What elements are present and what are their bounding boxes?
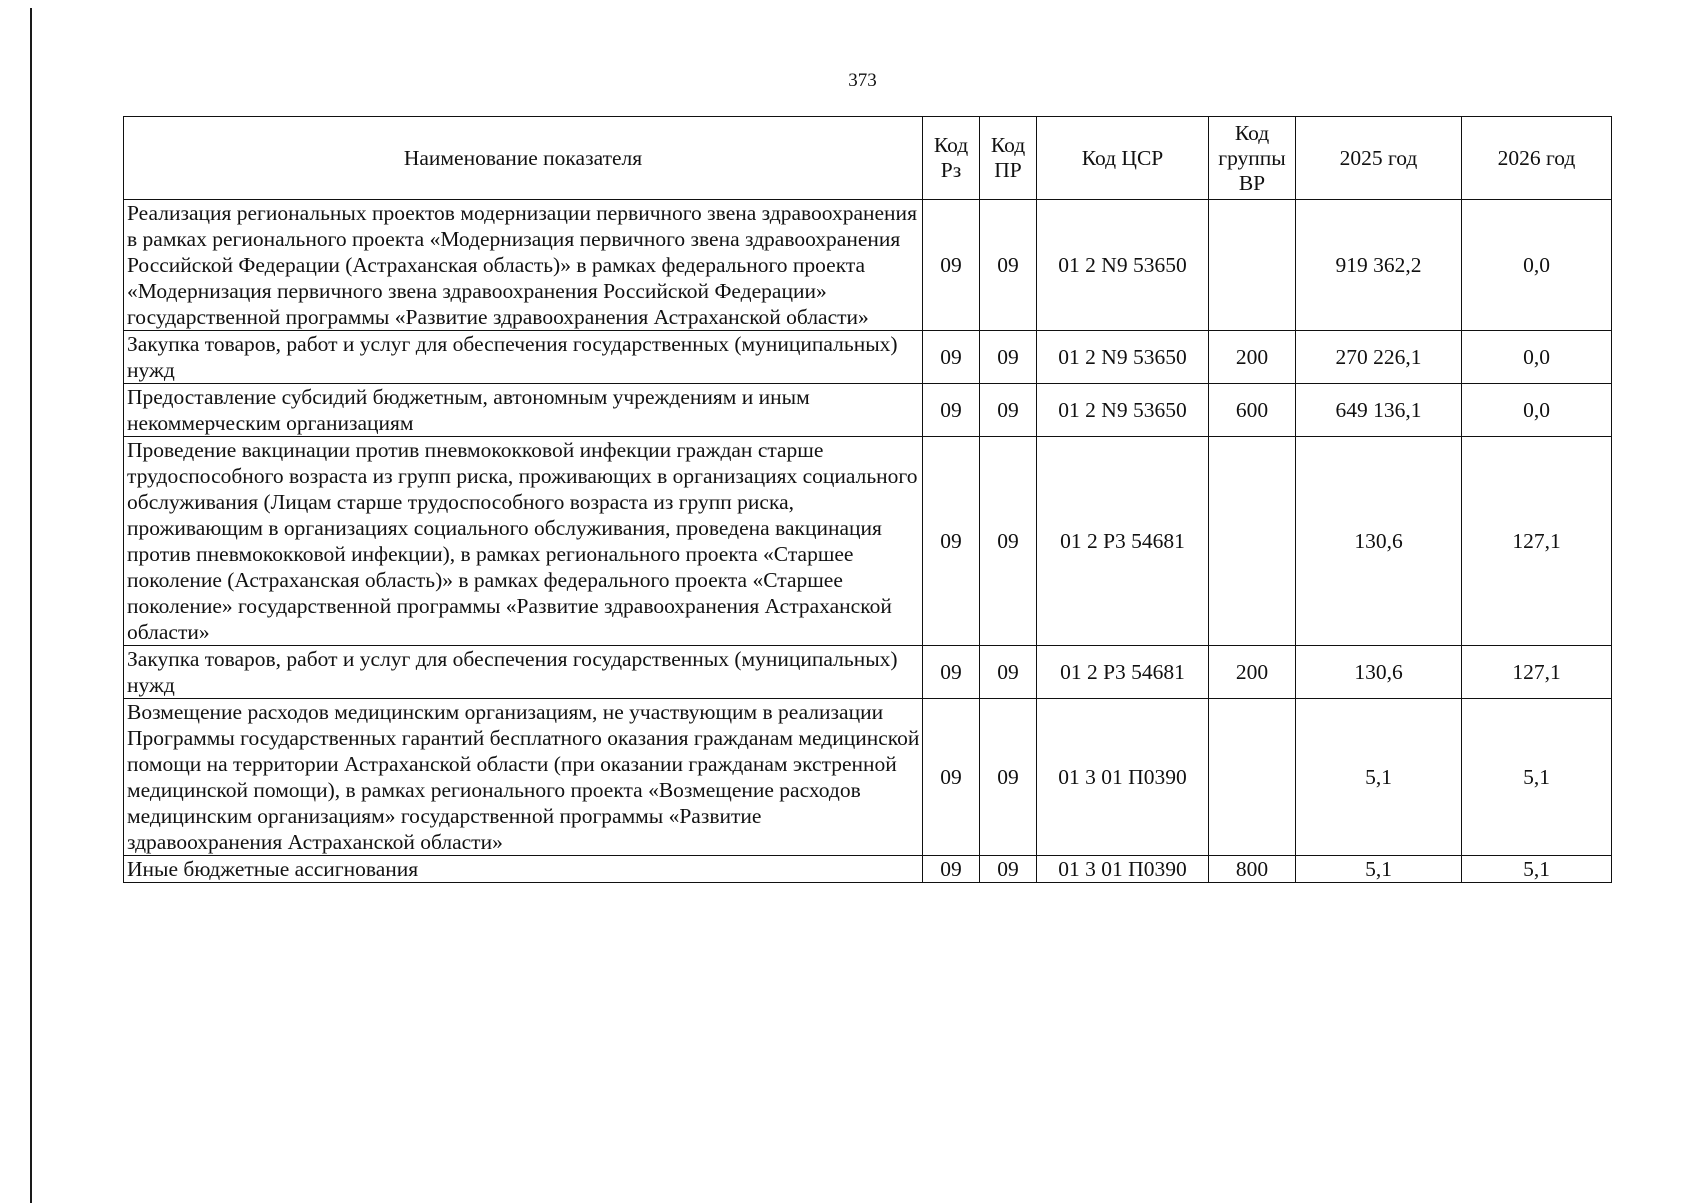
- row-2026: 127,1: [1462, 646, 1612, 699]
- row-rz: 09: [923, 437, 980, 646]
- row-csr: 01 2 Р3 54681: [1037, 646, 1209, 699]
- row-2025: 130,6: [1296, 437, 1462, 646]
- row-2026: 127,1: [1462, 437, 1612, 646]
- header-csr: Код ЦСР: [1037, 117, 1209, 200]
- row-pr: 09: [980, 646, 1037, 699]
- row-pr: 09: [980, 384, 1037, 437]
- row-name: Предоставление субсидий бюджетным, автономным учреждениям и иным некоммерческим организациям: [124, 384, 923, 437]
- row-csr: 01 3 01 П0390: [1037, 856, 1209, 883]
- header-year-2026: 2026 год: [1462, 117, 1612, 200]
- row-pr: 09: [980, 331, 1037, 384]
- row-csr: 01 2 N9 53650: [1037, 331, 1209, 384]
- row-pr: 09: [980, 856, 1037, 883]
- row-name: Проведение вакцинации против пневмококковой инфекции граждан старше трудоспособного возраста из групп риска, проживающих в организациях социального обслуживания (Лицам старше трудоспособного возраста из групп риска, проживающим в организациях социального обслуживания, проведена вакцинация против пневмококковой инфекции), в рамках регионального проекта «Старшее поколение (Астраханская область)» в рамках федерального проекта «Старшее поколение» государственной программы «Развитие здравоохранения Астраханской области»: [124, 437, 923, 646]
- row-2025: 5,1: [1296, 856, 1462, 883]
- table-header-row: [124, 117, 1612, 200]
- row-vr: [1209, 699, 1296, 856]
- row-2025: 919 362,2: [1296, 200, 1462, 331]
- row-2025: 130,6: [1296, 646, 1462, 699]
- row-name: Иные бюджетные ассигнования: [124, 856, 923, 883]
- row-name: Возмещение расходов медицинским организациям, не участвующим в реализации Программы государственных гарантий бесплатного оказания гражданам медицинской помощи на территории Астраханской области (при оказании гражданам экстренной медицинской помощи), в рамках регионального проекта «Возмещение расходов медицинским организациям» государственной программы «Развитие здравоохранения Астраханской области»: [124, 699, 923, 856]
- table-row: [124, 200, 1612, 331]
- row-2025: 649 136,1: [1296, 384, 1462, 437]
- row-csr: 01 2 Р3 54681: [1037, 437, 1209, 646]
- binding-margin-line: [30, 8, 32, 1203]
- row-rz: 09: [923, 331, 980, 384]
- row-rz: 09: [923, 646, 980, 699]
- table-row: [124, 331, 1612, 384]
- header-vr: Код группы ВР: [1209, 117, 1296, 200]
- row-csr: 01 2 N9 53650: [1037, 200, 1209, 331]
- header-pr: Код ПР: [980, 117, 1037, 200]
- row-pr: 09: [980, 699, 1037, 856]
- row-pr: 09: [980, 200, 1037, 331]
- row-vr: [1209, 200, 1296, 331]
- row-rz: 09: [923, 856, 980, 883]
- row-vr: 800: [1209, 856, 1296, 883]
- header-rz: Код Рз: [923, 117, 980, 200]
- row-2026: 0,0: [1462, 384, 1612, 437]
- table-row: [124, 437, 1612, 646]
- page-number: 373: [848, 70, 877, 91]
- row-rz: 09: [923, 384, 980, 437]
- row-name: Закупка товаров, работ и услуг для обеспечения государственных (муниципальных) нужд: [124, 646, 923, 699]
- header-name: Наименование показателя: [124, 117, 923, 200]
- row-2025: 5,1: [1296, 699, 1462, 856]
- row-vr: 200: [1209, 331, 1296, 384]
- row-2026: 0,0: [1462, 331, 1612, 384]
- row-pr: 09: [980, 437, 1037, 646]
- row-2026: 5,1: [1462, 856, 1612, 883]
- row-name: Закупка товаров, работ и услуг для обеспечения государственных (муниципальных) нужд: [124, 331, 923, 384]
- row-csr: 01 2 N9 53650: [1037, 384, 1209, 437]
- row-2026: 5,1: [1462, 699, 1612, 856]
- table-row: [124, 699, 1612, 856]
- table-row: [124, 856, 1612, 883]
- row-rz: 09: [923, 699, 980, 856]
- header-year-2025: 2025 год: [1296, 117, 1462, 200]
- row-rz: 09: [923, 200, 980, 331]
- row-vr: [1209, 437, 1296, 646]
- row-vr: 200: [1209, 646, 1296, 699]
- row-vr: 600: [1209, 384, 1296, 437]
- row-2026: 0,0: [1462, 200, 1612, 331]
- row-name: Реализация региональных проектов модернизации первичного звена здравоохранения в рамках регионального проекта «Модернизация первичного звена здравоохранения Российской Федерации (Астраханская область)» в рамках федерального проекта «Модернизация первичного звена здравоохранения Российской Федерации» государственной программы «Развитие здравоохранения Астраханской области»: [124, 200, 923, 331]
- table-row: [124, 646, 1612, 699]
- row-2025: 270 226,1: [1296, 331, 1462, 384]
- budget-table: [123, 116, 1612, 883]
- table-row: [124, 384, 1612, 437]
- row-csr: 01 3 01 П0390: [1037, 699, 1209, 856]
